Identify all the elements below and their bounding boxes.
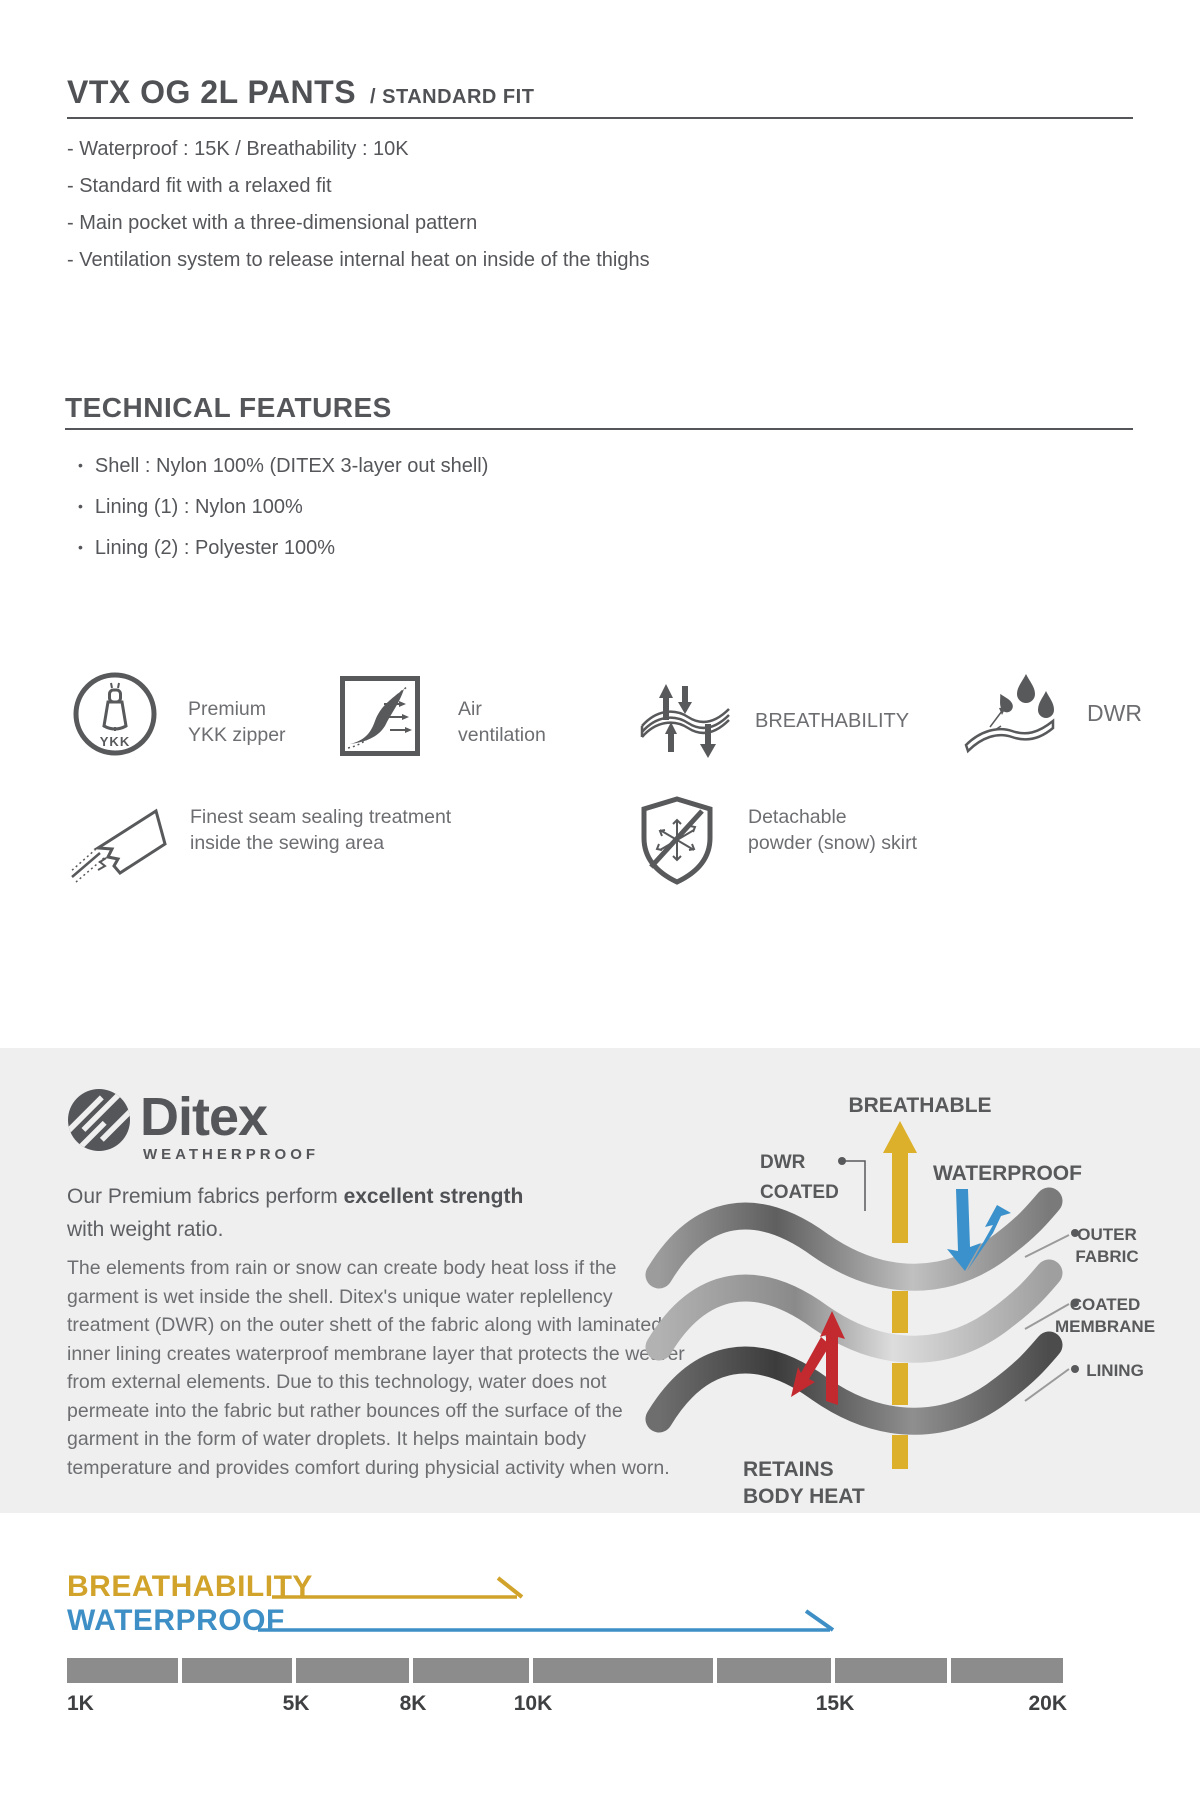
tech-item: • Lining (2) : Polyester 100% xyxy=(78,528,488,569)
lining-label: LINING xyxy=(1086,1361,1144,1380)
ditex-brand-name: Ditex xyxy=(140,1087,268,1147)
dwr-coated-label: DWR xyxy=(760,1152,806,1173)
svg-text:BODY HEAT: BODY HEAT xyxy=(743,1485,865,1508)
rating-scale-bar xyxy=(67,1658,1067,1683)
scale-segment xyxy=(182,1658,292,1683)
scale-segment xyxy=(951,1658,1063,1683)
tech-item: • Lining (1) : Nylon 100% xyxy=(78,487,488,528)
technical-features-heading: TECHNICAL FEATURES xyxy=(65,392,392,423)
breathable-arrow-icon xyxy=(883,1121,917,1153)
powder-skirt-icon xyxy=(638,796,716,891)
seam-sealing-icon xyxy=(68,798,168,891)
feature-label: Detachable powder (snow) skirt xyxy=(748,806,918,854)
feature-label: DWR xyxy=(1087,700,1142,726)
breathability-icon xyxy=(638,676,733,766)
svg-text:COATED: COATED xyxy=(760,1182,839,1203)
scale-tick: 20K xyxy=(1028,1692,1067,1715)
bullet-item: - Ventilation system to release internal heat on inside of the thighs xyxy=(67,249,650,271)
product-title: VTX OG 2L PANTS xyxy=(67,74,357,110)
section-underline xyxy=(65,428,1133,430)
scale-segment xyxy=(413,1658,529,1683)
ditex-brand-sub: WEATHERPROOF xyxy=(143,1146,320,1163)
technical-features-list xyxy=(78,446,488,569)
fit-label: / STANDARD FIT xyxy=(370,86,535,108)
ditex-lead-text: Our Premium fabrics perform excellent strength with weight ratio. xyxy=(67,1185,524,1241)
breathability-rating-label: BREATHABILITY xyxy=(67,1570,313,1603)
waterproof-diagram-label: WATERPROOF xyxy=(933,1162,1082,1185)
page-title-row xyxy=(67,74,534,111)
feature-label: Finest seam sealing treatment inside the sewing area xyxy=(190,806,452,854)
scale-tick: 10K xyxy=(513,1692,553,1715)
svg-text:YKK: YKK xyxy=(99,734,131,749)
coated-membrane-label: COATED xyxy=(1069,1295,1141,1314)
dwr-icon xyxy=(962,671,1057,761)
ditex-paragraph: The elements from rain or snow can create body heat loss if the garment is wet inside the shell. Ditex's unique water replellency treatment (DWR) on the outer shett of the fabric along with laminated inner lining creates waterproof membrane layer that protects the wearer from external elements. Due to this technology, water does not permeate into the fabric but rather bounces off the surface of the garment in the form of water droplets. It helps maintain body temperature and provides comfort during physicial activity when worn. xyxy=(67,1257,685,1479)
bullet-item: - Standard fit with a relaxed fit xyxy=(67,175,332,197)
lining-layer xyxy=(659,1345,1049,1421)
title-underline xyxy=(67,117,1133,119)
waterproof-rating-label: WATERPROOF xyxy=(67,1604,285,1637)
feature-label: BREATHABILITY xyxy=(755,710,910,732)
ykk-zipper-icon xyxy=(72,671,158,762)
scale-tick: 15K xyxy=(815,1692,855,1715)
feature-label: Air ventilation xyxy=(458,698,546,746)
svg-text:FABRIC: FABRIC xyxy=(1075,1247,1139,1266)
ditex-logo-mark xyxy=(67,1088,131,1157)
scale-segment xyxy=(717,1658,831,1683)
rating-arrows xyxy=(0,1560,1200,1710)
product-bullet-list xyxy=(67,131,650,279)
feature-label: Premium YKK zipper xyxy=(188,698,286,746)
breathable-label: BREATHABLE xyxy=(848,1094,992,1117)
coated-membrane-layer xyxy=(659,1273,1049,1349)
retains-heat-label: RETAINS xyxy=(743,1458,834,1481)
scale-segment xyxy=(296,1658,409,1683)
scale-segment xyxy=(67,1658,178,1683)
outer-fabric-label: OUTER xyxy=(1077,1225,1137,1244)
scale-segment xyxy=(835,1658,947,1683)
scale-tick: 5K xyxy=(282,1692,310,1715)
ditex-panel xyxy=(0,1048,1200,1513)
bullet-item: - Main pocket with a three-dimensional pattern xyxy=(67,212,478,234)
tech-item: • Shell : Nylon 100% (DITEX 3-layer out shell) xyxy=(78,446,488,487)
svg-text:MEMBRANE: MEMBRANE xyxy=(1054,1317,1156,1336)
scale-segment xyxy=(533,1658,713,1683)
scale-tick: 1K xyxy=(67,1692,94,1715)
scale-tick: 8K xyxy=(399,1692,427,1715)
fabric-layer-diagram xyxy=(645,1085,1157,1520)
outer-fabric-layer xyxy=(659,1201,1049,1277)
air-ventilation-icon xyxy=(340,676,420,761)
bullet-item: - Waterproof : 15K / Breathability : 10K xyxy=(67,138,409,160)
